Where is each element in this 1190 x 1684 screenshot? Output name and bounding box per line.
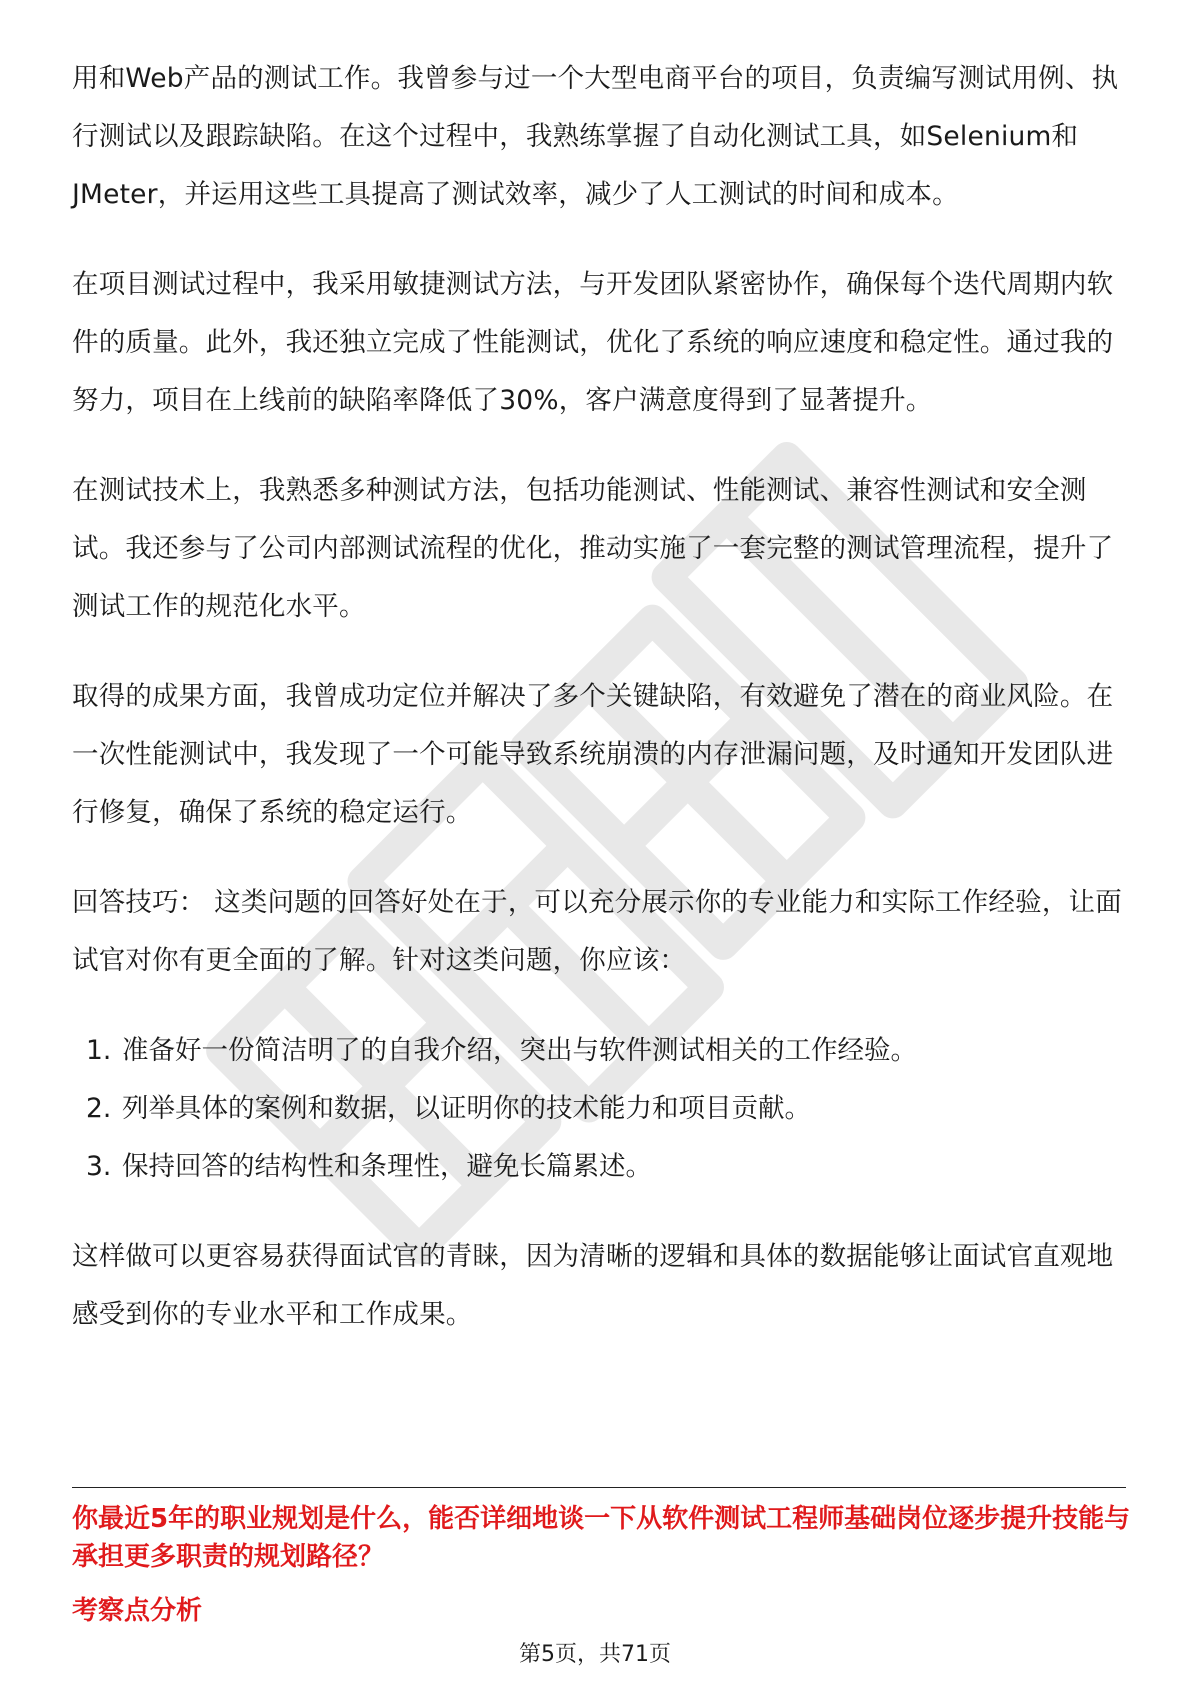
paragraph-answer-tips: 回答技巧： 这类问题的回答好处在于，可以充分展示你的专业能力和实际工作经验，让面试官对你有更全面的了解。针对这类问题，你应该： xyxy=(72,887,1122,976)
analysis-subheading: 考察点分析 xyxy=(72,1596,203,1626)
paragraph-closing: 这样做可以更容易获得面试官的青睐，因为清晰的逻辑和具体的数据能够让面试官直观地感受到你的专业水平和工作成果。 xyxy=(72,1241,1114,1330)
list-item-text: 列举具体的案例和数据，以证明你的技术能力和项目贡献。 xyxy=(122,1093,811,1124)
list-item-number: 2. xyxy=(86,1093,112,1124)
list-item-text: 保持回答的结构性和条理性，避免长篇累述。 xyxy=(122,1151,652,1182)
paragraph-test-techniques: 在测试技术上，我熟悉多种测试方法，包括功能测试、性能测试、兼容性测试和安全测试。我还参与了公司内部测试流程的优化，推动实施了一套完整的测试管理流程，提升了测试工作的规范化水平。 xyxy=(72,475,1114,622)
list-item xyxy=(72,1080,1122,1138)
list-item-text: 准备好一份简洁明了的自我介绍，突出与软件测试相关的工作经验。 xyxy=(122,1035,917,1066)
page-footer: 第5页，共71页 xyxy=(519,1642,671,1667)
list-item xyxy=(72,1138,1122,1196)
list-item xyxy=(72,1022,1122,1080)
list-item-number: 1. xyxy=(86,1035,112,1066)
next-question-heading: 你最近5年的职业规划是什么，能否详细地谈一下从软件测试工程师基础岗位逐步提升技能与承担更多职责的规划路径？ xyxy=(72,1504,1131,1572)
section-divider xyxy=(72,1487,1126,1488)
tips-list xyxy=(72,1022,1122,1196)
paragraph-agile-testing: 在项目测试过程中，我采用敏捷测试方法，与开发团队紧密协作，确保每个迭代周期内软件的质量。此外，我还独立完成了性能测试，优化了系统的响应速度和稳定性。通过我的努力，项目在上线前的缺陷率降低了30%，客户满意度得到了显著提升。 xyxy=(72,269,1114,416)
paragraph-experience: 用和Web产品的测试工作。我曾参与过一个大型电商平台的项目，负责编写测试用例、执行测试以及跟踪缺陷。在这个过程中，我熟练掌握了自动化测试工具，如Selenium和JMeter，并运用这些工具提高了测试效率，减少了人工测试的时间和成本。 xyxy=(72,63,1119,210)
paragraph-achievements: 取得的成果方面，我曾成功定位并解决了多个关键缺陷，有效避免了潜在的商业风险。在一次性能测试中，我发现了一个可能导致系统崩溃的内存泄漏问题，及时通知开发团队进行修复，确保了系统的稳定运行。 xyxy=(72,681,1114,828)
list-item-number: 3. xyxy=(86,1151,112,1182)
main-content xyxy=(72,50,1122,1376)
